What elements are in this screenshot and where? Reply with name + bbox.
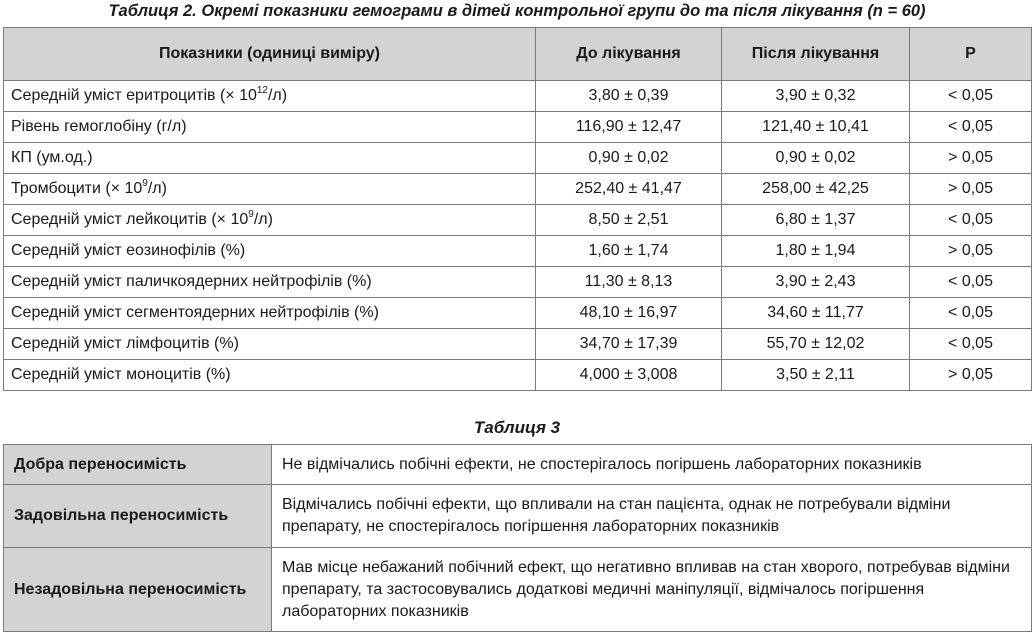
before-value: 8,50 ± 2,51 xyxy=(536,205,722,236)
indicator-text: Середній уміст лімфоцитів (%) xyxy=(11,335,239,352)
before-value: 3,80 ± 0,39 xyxy=(536,81,722,112)
p-value: < 0,05 xyxy=(910,267,1032,298)
after-value: 3,90 ± 2,43 xyxy=(722,267,910,298)
tolerance-label: Задовільна переносимість xyxy=(4,485,272,548)
p-value: < 0,05 xyxy=(910,112,1032,143)
hemogram-table xyxy=(3,27,1032,391)
unit-suffix: /л) xyxy=(147,180,167,197)
indicator-cell xyxy=(4,298,536,329)
before-value: 34,70 ± 17,39 xyxy=(536,329,722,360)
p-value: < 0,05 xyxy=(910,81,1032,112)
header-before: До лікування xyxy=(536,28,722,81)
table-row xyxy=(4,205,1032,236)
unit-exponent: 12 xyxy=(256,85,268,96)
unit-suffix: /л) xyxy=(253,211,273,228)
tolerance-description: Не відмічались побічні ефекти, не спостерігалось погіршень лабораторних показників xyxy=(272,445,1032,485)
indicator-cell xyxy=(4,174,536,205)
p-value: > 0,05 xyxy=(910,174,1032,205)
table-row xyxy=(4,112,1032,143)
indicator-cell xyxy=(4,329,536,360)
unit-suffix: /л) xyxy=(267,87,288,104)
header-p: P xyxy=(910,28,1032,81)
table-row xyxy=(4,548,1032,632)
before-value: 11,30 ± 8,13 xyxy=(536,267,722,298)
p-value: > 0,05 xyxy=(910,143,1032,174)
indicator-text: Середній уміст моноцитів (%) xyxy=(11,366,231,383)
p-value: > 0,05 xyxy=(910,236,1032,267)
after-value: 0,90 ± 0,02 xyxy=(722,143,910,174)
indicator-text: Тромбоцити (× 10 xyxy=(11,180,143,197)
after-value: 1,80 ± 1,94 xyxy=(722,236,910,267)
indicator-cell xyxy=(4,81,536,112)
indicator-text: КП (ум.од.) xyxy=(11,149,93,166)
table-row xyxy=(4,267,1032,298)
after-value: 121,40 ± 10,41 xyxy=(722,112,910,143)
indicator-text: Середній уміст еозинофілів (%) xyxy=(11,242,246,259)
indicator-cell xyxy=(4,112,536,143)
before-value: 0,90 ± 0,02 xyxy=(536,143,722,174)
tolerance-label: Незадовільна переносимість xyxy=(4,548,272,632)
table-row xyxy=(4,143,1032,174)
header-after: Після лікування xyxy=(722,28,910,81)
table-row xyxy=(4,236,1032,267)
indicator-cell xyxy=(4,143,536,174)
before-value: 4,000 ± 3,008 xyxy=(536,360,722,391)
tolerance-label: Добра переносимість xyxy=(4,445,272,485)
tolerance-description: Мав місце небажаний побічний ефект, що негативно впливав на стан хворого, потребував відміни препарату, та застосовувались додаткові медичні маніпуляції, відмічалось погіршення лабораторних показників xyxy=(272,548,1032,632)
indicator-cell xyxy=(4,236,536,267)
tolerance-table xyxy=(3,444,1032,632)
p-value: < 0,05 xyxy=(910,329,1032,360)
indicator-cell xyxy=(4,360,536,391)
table-row xyxy=(4,174,1032,205)
indicator-text: Середній уміст сегментоядерних нейтрофілів (%) xyxy=(11,304,379,321)
before-value: 1,60 ± 1,74 xyxy=(536,236,722,267)
after-value: 34,60 ± 11,77 xyxy=(722,298,910,329)
table-row xyxy=(4,360,1032,391)
table3-caption: Таблиця 3 xyxy=(473,418,561,437)
table-row xyxy=(4,445,1032,485)
after-value: 3,90 ± 0,32 xyxy=(722,81,910,112)
unit-exponent: 9 xyxy=(248,209,254,220)
before-value: 116,90 ± 12,47 xyxy=(536,112,722,143)
p-value: < 0,05 xyxy=(910,298,1032,329)
indicator-cell xyxy=(4,267,536,298)
table2-caption: Таблиця 2. Окремі показники гемограми в дітей контрольної групи до та після лікування (n = 60) xyxy=(108,2,926,20)
indicator-text: Рівень гемоглобіну (г/л) xyxy=(11,118,187,135)
p-value: < 0,05 xyxy=(910,205,1032,236)
p-value: > 0,05 xyxy=(910,360,1032,391)
indicator-cell xyxy=(4,205,536,236)
table-row xyxy=(4,298,1032,329)
after-value: 55,70 ± 12,02 xyxy=(722,329,910,360)
indicator-text: Середній уміст лейкоцитів (× 10 xyxy=(11,211,249,228)
after-value: 3,50 ± 2,11 xyxy=(722,360,910,391)
indicator-text: Середній уміст еритроцитів (× 10 xyxy=(11,87,257,104)
before-value: 48,10 ± 16,97 xyxy=(536,298,722,329)
table-header-row xyxy=(4,28,1032,81)
after-value: 258,00 ± 42,25 xyxy=(722,174,910,205)
after-value: 6,80 ± 1,37 xyxy=(722,205,910,236)
table-row xyxy=(4,329,1032,360)
table-row xyxy=(4,485,1032,548)
tolerance-description: Відмічались побічні ефекти, що впливали на стан пацієнта, однак не потребували відміни препарату, не спостерігалось погіршення лабораторних показників xyxy=(272,485,1032,548)
before-value: 252,40 ± 41,47 xyxy=(536,174,722,205)
unit-exponent: 9 xyxy=(142,178,148,189)
table-row xyxy=(4,81,1032,112)
header-indicator: Показники (одиниці виміру) xyxy=(4,28,536,81)
indicator-text: Середній уміст паличкоядерних нейтрофілів (%) xyxy=(11,273,372,290)
